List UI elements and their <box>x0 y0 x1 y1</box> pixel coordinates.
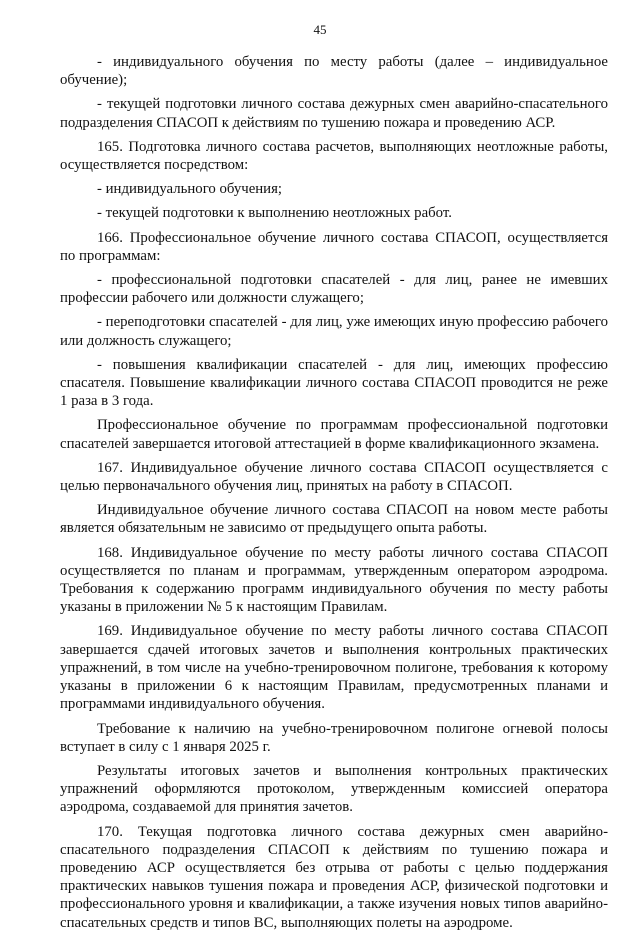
paragraph: 167. Индивидуальное обучение личного состава СПАСОП осуществляется с целью первоначального обучения лиц, принятых на работу в СПАСОП. <box>60 459 608 495</box>
paragraph: 170. Текущая подготовка личного состава дежурных смен аварийно-спасательного подразделения СПАСОП к действиям по тушению пожара и проведению АСР осуществляется без отрыва от работы с целью поддержания практических навыков тушения пожара и проведения АСР, физической подготовки и профессионального уровня и квалификации, а также изучения новых типов аварийно-спасательных средств и типов ВС, выполняющих полеты на аэродроме. <box>60 823 608 931</box>
paragraph: - текущей подготовки личного состава дежурных смен аварийно-спасательного подразделения СПАСОП к действиям по тушению пожара и проведению АСР. <box>60 96 608 131</box>
paragraph: Результаты итоговых зачетов и выполнения контрольных практических упражнений оформляются протоколом, утвержденным комиссией оператора аэродрома, создаваемой для принятия зачетов. <box>60 762 608 816</box>
paragraph: - текущей подготовки к выполнению неотложных работ. <box>97 205 452 222</box>
paragraph: - индивидуального обучения; <box>97 181 283 198</box>
document-body <box>60 53 608 938</box>
paragraph: - индивидуального обучения по месту работы (далее – индивидуальное обучение); <box>60 54 608 89</box>
paragraph: Требование к наличию на учебно-тренировочном полигоне огневой полосы вступает в силу с 1 января 2025 г. <box>60 720 608 755</box>
paragraph: 165. Подготовка личного состава расчетов, выполняющих неотложные работы, осуществляется посредством: <box>60 138 608 174</box>
paragraph: 166. Профессиональное обучение личного состава СПАСОП, осуществляется по программам: <box>60 229 608 264</box>
page-number: 45 <box>313 22 327 37</box>
paragraph: - профессиональной подготовки спасателей - для лиц, ранее не имевших профессии рабочего или должности служащего; <box>60 272 608 307</box>
paragraph: Профессиональное обучение по программам профессиональной подготовки спасателей завершается итоговой аттестацией в форме квалификационного экзамена. <box>60 417 608 452</box>
paragraph: - повышения квалификации спасателей - для лиц, имеющих профессию спасателя. Повышение квалификации личного состава СПАСОП проводится не реже 1 раза в 3 года. <box>60 356 608 410</box>
paragraph: 169. Индивидуальное обучение по месту работы личного состава СПАСОП завершается сдачей итоговых зачетов и выполнения контрольных практических упражнений, в том числе на учебно-тренировочном полигоне, требования к которому указаны в приложении 6 к настоящим Правилам, предусмотренных планами и программами индивидуального обучения. <box>60 623 608 713</box>
paragraph: - переподготовки спасателей - для лиц, уже имеющих иную профессию рабочего или должность служащего; <box>60 314 608 349</box>
paragraph: 168. Индивидуальное обучение по месту работы личного состава СПАСОП осуществляется по планам и программам, утвержденным оператором аэродрома. Требования к содержанию программ индивидуального обучения по месту работы указаны в приложении № 5 к настоящим Правилам. <box>60 544 608 616</box>
paragraph: Индивидуальное обучение личного состава СПАСОП на новом месте работы является обязательным не зависимо от предыдущего опыта работы. <box>60 502 608 537</box>
